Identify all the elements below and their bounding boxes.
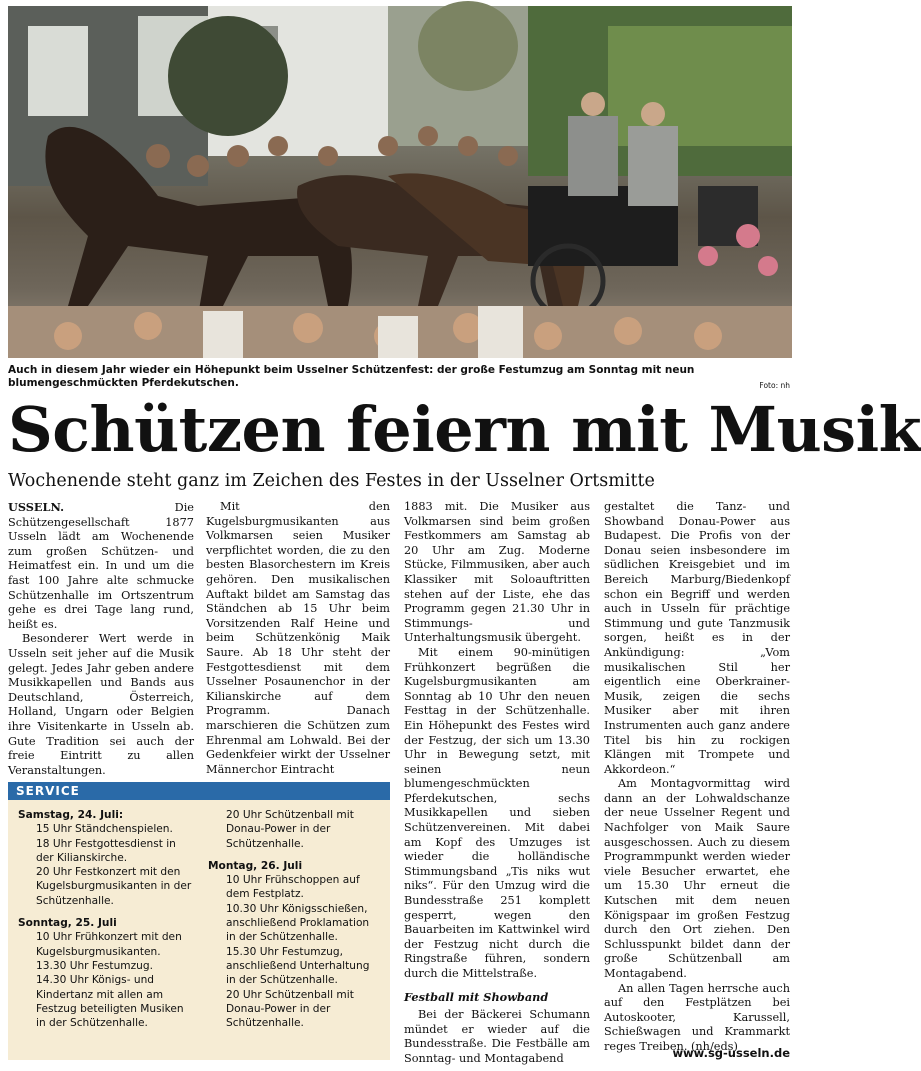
article-column-2 bbox=[206, 500, 390, 777]
paragraph: Am Montagvormittag wird dann an der Lohwaldschanze der neue Usselner Regent und Nachfolger von Maik Saure ausgeschossen. Auch zu diesem Programmpunkt werden wieder viele Besucher erwartet, ehe um 15.30 Uhr erneut die Kutschen mit dem neuen Königspaar im großen Festzug durch den Ort ziehen. Den Schlusspunkt bildet dann der große Schützenball am Montagabend. bbox=[604, 777, 790, 980]
paragraph: Besonderer Wert werde in Usseln seit jeher auf die Musik gelegt. Jedes Jahr geben andere Musikkapellen und Bands aus Deutschland, Österreich, Holland, Ungarn oder Belgien ihre Visitenkarte in Usseln ab. Gute Tradition sei auch der freie Eintritt zu allen Veranstaltungen. bbox=[8, 632, 194, 777]
service-item: 15.30 Uhr Festumzug, anschließend Unterhaltung in der Schützenhalle. bbox=[226, 945, 370, 987]
service-column-right bbox=[208, 808, 382, 1030]
service-item: 20 Uhr Schützenball mit Donau-Power in der Schützenhalle. bbox=[226, 809, 354, 850]
dateline: USSELN. bbox=[8, 500, 65, 514]
service-box bbox=[8, 782, 390, 1060]
service-item: 20 Uhr Schützenball mit Donau-Power in der Schützenhalle. bbox=[226, 988, 354, 1030]
service-item: 15 Uhr Ständchenspielen. bbox=[36, 823, 173, 836]
subheadline: Wochenende steht ganz im Zeichen des Festes in der Usselner Ortsmitte bbox=[8, 471, 655, 491]
service-item: 20 Uhr Festkonzert mit den Kugelsburgmusikanten in der Schützenhalle. bbox=[36, 866, 192, 907]
service-item: 13.30 Uhr Festumzug. bbox=[36, 959, 153, 972]
paragraph: Bei der Bäckerei Schumann mündet er wieder auf die Bundesstraße. Die Festbälle am Sonntag- und Montagabend bbox=[404, 1008, 590, 1065]
paragraph: 1883 mit. Die Musiker aus Volkmarsen sind beim großen Festkommers am Samstag ab 20 Uhr am Zug. Moderne Stücke, Filmmusiken, aber auch Klassiker mit Soloauftritten stehen auf der Liste, ehe das Programm gegen 21.30 Uhr in Stimmungs- und Unterhaltungsmusik übergeht. bbox=[404, 500, 590, 645]
service-item: 14.30 Uhr Königs- und Kindertanz mit allen am Festzug beteiligten Musiken in der Schützenhalle. bbox=[36, 974, 184, 1030]
article-column-3 bbox=[404, 500, 590, 1067]
photo-credit: Foto: nh bbox=[759, 381, 790, 390]
paragraph: gestaltet die Tanz- und Showband Donau-Power aus Budapest. Die Profis von der Donau seien insbesondere im südlichen Kreisgebiet und im Bereich Marburg/Biedenkopf schon ein Begriff und werden auch in Usseln für prächtige Stimmung und gute Tanzmusik sorgen, heißt es in der Ankündigung: „Vom musikalischen Stil her eigentlich eine Oberkrainer-Musik, zeigen die sechs Musiker aber mit ihren Instrumenten auch ganz andere Titel bis hin zu rockigen Klängen mit Trompete und Akkordeon.“ bbox=[604, 500, 790, 776]
paragraph: Mit den Kugelsburgmusikanten aus Volkmarsen seien Musiker verpflichtet worden, die zu den besten Blasorchestern im Kreis gehören. Den musikalischen Auftakt bildet am Samstag das Ständchen ab 15 Uhr beim Vorsitzenden Ralf Heine und beim Schützenkönig Maik Saure. Ab 18 Uhr steht der Festgottesdienst mit dem Usselner Posaunenchor in der Kilianskirche auf dem Programm. Danach marschieren die Schützen zum Ehrenmal am Lohwald. Bei der Gedenkfeier wirkt der Usselner Männerchor Eintracht bbox=[206, 500, 390, 776]
service-item: 18 Uhr Festgottesdienst in der Kilianskirche. bbox=[36, 837, 176, 864]
service-day-heading: Montag, 26. Juli bbox=[208, 859, 303, 872]
service-column-left bbox=[18, 808, 196, 1030]
article-column-1 bbox=[8, 500, 194, 778]
website-link[interactable]: www.sg-usseln.de bbox=[672, 1046, 790, 1060]
service-day-heading: Sonntag, 25. Juli bbox=[18, 917, 117, 930]
carriage-parade-illustration bbox=[8, 6, 792, 358]
service-title: SERVICE bbox=[8, 782, 390, 800]
paragraph bbox=[8, 500, 194, 632]
service-day-heading: Samstag, 24. Juli: bbox=[18, 809, 124, 821]
service-item: 10.30 Uhr Königsschießen, anschließend Proklamation in der Schützenhalle. bbox=[226, 902, 370, 944]
headline: Schützen feiern mit Musik bbox=[8, 393, 921, 466]
paragraph-text: Die Schützengesellschaft 1877 Usseln lädt am Wochenende zum großen Schützen- und Heimatfest ein. In und um die fast 100 Jahre alte schmucke Schützenhalle im Ortszentrum gehe es drei Tage lang rund, heißt es. bbox=[8, 501, 194, 631]
article-photo bbox=[8, 6, 792, 358]
section-subtitle: Festball mit Showband bbox=[404, 989, 549, 1004]
paragraph: Mit einem 90-minütigen Frühkonzert begrüßen die Kugelsburgmusikanten am Sonntag ab 10 Uhr den neuen Festtag in der Schützenhalle. Ein Höhepunkt des Festes wird der Festzug, der sich um 13.30 Uhr in Bewegung setzt, mit seinen neun blumengeschmückten Pferdekutschen, sechs Musikkapellen und sieben Schützenvereinen. Mit dabei am Kopf des Umzuges ist wieder die holländische Stimmungsband „Tis niks wut niks“. Für den Umzug wird die Bundesstraße 251 komplett gesperrt, wegen den Bauarbeiten im Kattwinkel wird der Festzug nicht durch die Ringstraße führen, sondern durch die Mittelstraße. bbox=[404, 645, 590, 980]
photo-caption: Auch in diesem Jahr wieder ein Höhepunkt beim Usselner Schützenfest: der große Festumzug am Sonntag mit neun blumengeschmückten Pferdekutschen. bbox=[8, 364, 695, 389]
service-item: 10 Uhr Frühschoppen auf dem Festplatz. bbox=[226, 874, 360, 901]
paragraph: An allen Tagen herrsche auch auf den Festplätzen bei Autoskooter, Karussell, Schießwagen und Krammarkt reges Treiben. (nh/eds) bbox=[604, 981, 790, 1053]
article-column-4 bbox=[604, 500, 790, 1055]
service-item: 10 Uhr Frühkonzert mit den Kugelsburgmusikanten. bbox=[36, 931, 182, 958]
